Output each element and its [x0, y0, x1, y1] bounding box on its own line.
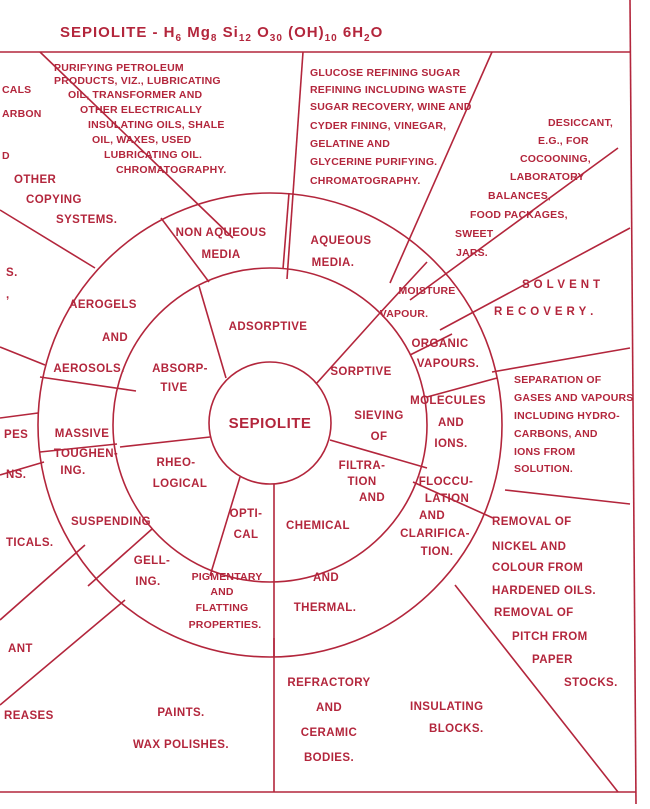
- optical-label: CAL: [233, 529, 259, 541]
- copying-line: SYSTEMS.: [56, 214, 118, 226]
- flocculation-label: AND: [418, 510, 446, 522]
- rheological-label: LOGICAL: [152, 478, 208, 490]
- desiccant-line: E.G., FOR: [538, 135, 589, 147]
- separation-block: [514, 374, 634, 475]
- purifying-line: CHROMATOGRAPHY.: [116, 164, 227, 176]
- pes-label: PES: [4, 429, 29, 441]
- nickel-line: STOCKS.: [564, 677, 618, 689]
- molecules-label: MOLECULES: [410, 395, 486, 407]
- flocculation-label: FLOCCU-: [418, 476, 474, 488]
- glucose-line: SUGAR RECOVERY, WINE AND: [310, 101, 472, 113]
- nickel-line: COLOUR FROM: [492, 562, 584, 574]
- aerogels-label: AND: [101, 332, 129, 344]
- glucose-block: [310, 67, 472, 187]
- non-aqueous-label: NON AQUEOUS: [175, 227, 267, 239]
- refractory-block: [287, 677, 370, 764]
- purifying-line: OTHER ELECTRICALLY: [80, 104, 203, 116]
- separation-line: INCLUDING HYDRO-: [514, 410, 620, 422]
- gelling-label: ING.: [135, 576, 161, 588]
- nickel-block: [492, 516, 618, 689]
- adsorptive-label: ADSORPTIVE: [228, 321, 308, 333]
- optical-label: OPTI-: [229, 508, 263, 520]
- nickel-line: PITCH FROM: [512, 631, 588, 643]
- desiccant-line: FOOD PACKAGES,: [470, 209, 568, 221]
- flocculation-label: TION.: [420, 546, 454, 558]
- inner-divider: [120, 437, 210, 447]
- ring-divider: [40, 377, 136, 391]
- purifying-line: OIL, WAXES, USED: [92, 134, 192, 146]
- aerogels-label: AEROGELS: [69, 299, 137, 311]
- flocculation-label: CLARIFICA-: [400, 528, 470, 540]
- center-label: SEPIOLITE: [228, 415, 312, 432]
- purifying-line: PRODUCTS, VIZ., LUBRICATING: [54, 75, 221, 87]
- glucose-line: CYDER FINING, VINEGAR,: [310, 120, 447, 132]
- toughening-label: ING.: [60, 465, 86, 477]
- nickel-line: REMOVAL OF: [494, 607, 574, 619]
- pigmentary-label: PIGMENTARY: [191, 571, 263, 583]
- outer-divider: [287, 52, 303, 279]
- outer-divider: [0, 545, 85, 620]
- refractory-line: CERAMIC: [300, 727, 358, 739]
- copying-line: OTHER: [14, 174, 57, 186]
- rheological-label: RHEO-: [156, 457, 196, 469]
- refractory-line: REFRACTORY: [287, 677, 371, 689]
- moisture-label: MOISTURE: [398, 285, 456, 297]
- solvent-line: R E C O V E R Y .: [494, 306, 594, 318]
- desiccant-line: JARS.: [456, 247, 488, 259]
- separation-line: SEPARATION OF: [514, 374, 602, 386]
- absorptive-label: ABSORP-: [152, 363, 208, 375]
- filtration-label: AND: [358, 492, 386, 504]
- chemical-label: CHEMICAL: [286, 520, 350, 532]
- paints-line: PAINTS.: [157, 707, 205, 719]
- separation-line: CARBONS, AND: [514, 428, 598, 440]
- glucose-line: GELATINE AND: [310, 138, 390, 150]
- flocculation-label: LATION: [424, 493, 470, 505]
- paints-block: [133, 707, 229, 751]
- separation-line: IONS FROM: [514, 446, 576, 458]
- massive-label: MASSIVE: [54, 428, 110, 440]
- nickel-line: REMOVAL OF: [492, 516, 572, 528]
- thermal-label: THERMAL.: [293, 602, 357, 614]
- purifying-block: [54, 62, 227, 176]
- carbon-line: CALS: [2, 84, 32, 96]
- sorptive-label: SORPTIVE: [330, 366, 392, 378]
- insulating-block: [410, 701, 484, 735]
- outer-divider: [492, 348, 630, 372]
- purifying-line: OIL, TRANSFORMER AND: [68, 89, 203, 101]
- paints-line: WAX POLISHES.: [133, 739, 229, 751]
- filtration-label: FILTRA-: [338, 460, 386, 472]
- ant-label: ANT: [8, 643, 33, 655]
- organic-label: ORGANIC: [411, 338, 469, 350]
- solvent-block: [494, 279, 600, 318]
- aqueous-label: AQUEOUS: [310, 235, 372, 247]
- thermal-label: AND: [312, 572, 340, 584]
- desiccant-block: [455, 117, 613, 259]
- suspending-label: SUSPENDING: [70, 516, 152, 528]
- glucose-line: CHROMATOGRAPHY.: [310, 175, 421, 187]
- solvent-line: S O L V E N T: [522, 279, 601, 291]
- aqueous-label: MEDIA.: [311, 257, 355, 269]
- gelling-label: GELL-: [133, 555, 171, 567]
- desiccant-line: COCOONING,: [520, 153, 591, 165]
- greases-label: REASES: [4, 710, 54, 722]
- desiccant-line: DESICCANT,: [548, 117, 614, 129]
- ticals-label: TICALS.: [6, 537, 54, 549]
- purifying-line: LUBRICATING OIL.: [104, 149, 203, 161]
- organic-label: VAPOURS.: [416, 358, 480, 370]
- inner-divider: [210, 477, 240, 576]
- glucose-line: GLYCERINE PURIFYING.: [310, 156, 438, 168]
- sieving-label: SIEVING: [354, 410, 404, 422]
- molecules-label: IONS.: [434, 438, 468, 450]
- glucose-line: GLUCOSE REFINING SUGAR: [310, 67, 461, 79]
- moisture-label: VAPOUR.: [379, 308, 429, 320]
- separation-line: SOLUTION.: [514, 463, 573, 475]
- nickel-line: PAPER: [532, 654, 573, 666]
- diagram-title: SEPIOLITE - $H_6$ $Mg_8$ $Si_{12}$ $O_{30}$ $(OH)_{10}$ $6H_2O$: [60, 24, 384, 44]
- toughening-label: TOUGHEN-: [53, 448, 119, 460]
- s-mark: ,: [6, 289, 10, 301]
- nickel-line: HARDENED OILS.: [492, 585, 596, 597]
- outer-divider: [0, 413, 38, 418]
- aerosols-label: AEROSOLS.: [53, 363, 125, 375]
- filtration-label: TION: [347, 476, 377, 488]
- purifying-line: INSULATING OILS, SHALE: [88, 119, 225, 131]
- molecules-label: AND: [437, 417, 465, 429]
- refractory-line: BODIES.: [303, 752, 355, 764]
- desiccant-line: BALANCES,: [488, 190, 552, 202]
- outer-divider: [0, 347, 45, 365]
- nickel-line: NICKEL AND: [492, 541, 567, 553]
- non-aqueous-label: MEDIA: [201, 249, 241, 261]
- refractory-line: AND: [315, 702, 343, 714]
- pigmentary-label: FLATTING: [195, 602, 249, 614]
- insulating-line: BLOCKS.: [429, 723, 484, 735]
- separation-line: GASES AND VAPOURS: [514, 392, 634, 404]
- absorptive-label: TIVE: [160, 382, 188, 394]
- desiccant-line: LABORATORY: [510, 171, 585, 183]
- sieving-label: OF: [370, 431, 388, 443]
- carbon-line: D: [2, 150, 10, 162]
- desiccant-line: SWEET: [455, 228, 494, 240]
- carbon-line: ARBON: [2, 108, 42, 120]
- copying-line: COPYING: [26, 194, 82, 206]
- glucose-line: REFINING INCLUDING WASTE: [310, 84, 467, 96]
- insulating-line: INSULATING: [410, 701, 484, 713]
- application-labels: [2, 62, 634, 764]
- outer-divider: [505, 490, 630, 504]
- pigmentary-label: PROPERTIES.: [188, 619, 262, 631]
- purifying-line: PURIFYING PETROLEUM: [54, 62, 184, 74]
- ns-label: NS.: [6, 469, 27, 481]
- s-mark: S.: [6, 267, 18, 279]
- pigmentary-label: AND: [210, 586, 234, 598]
